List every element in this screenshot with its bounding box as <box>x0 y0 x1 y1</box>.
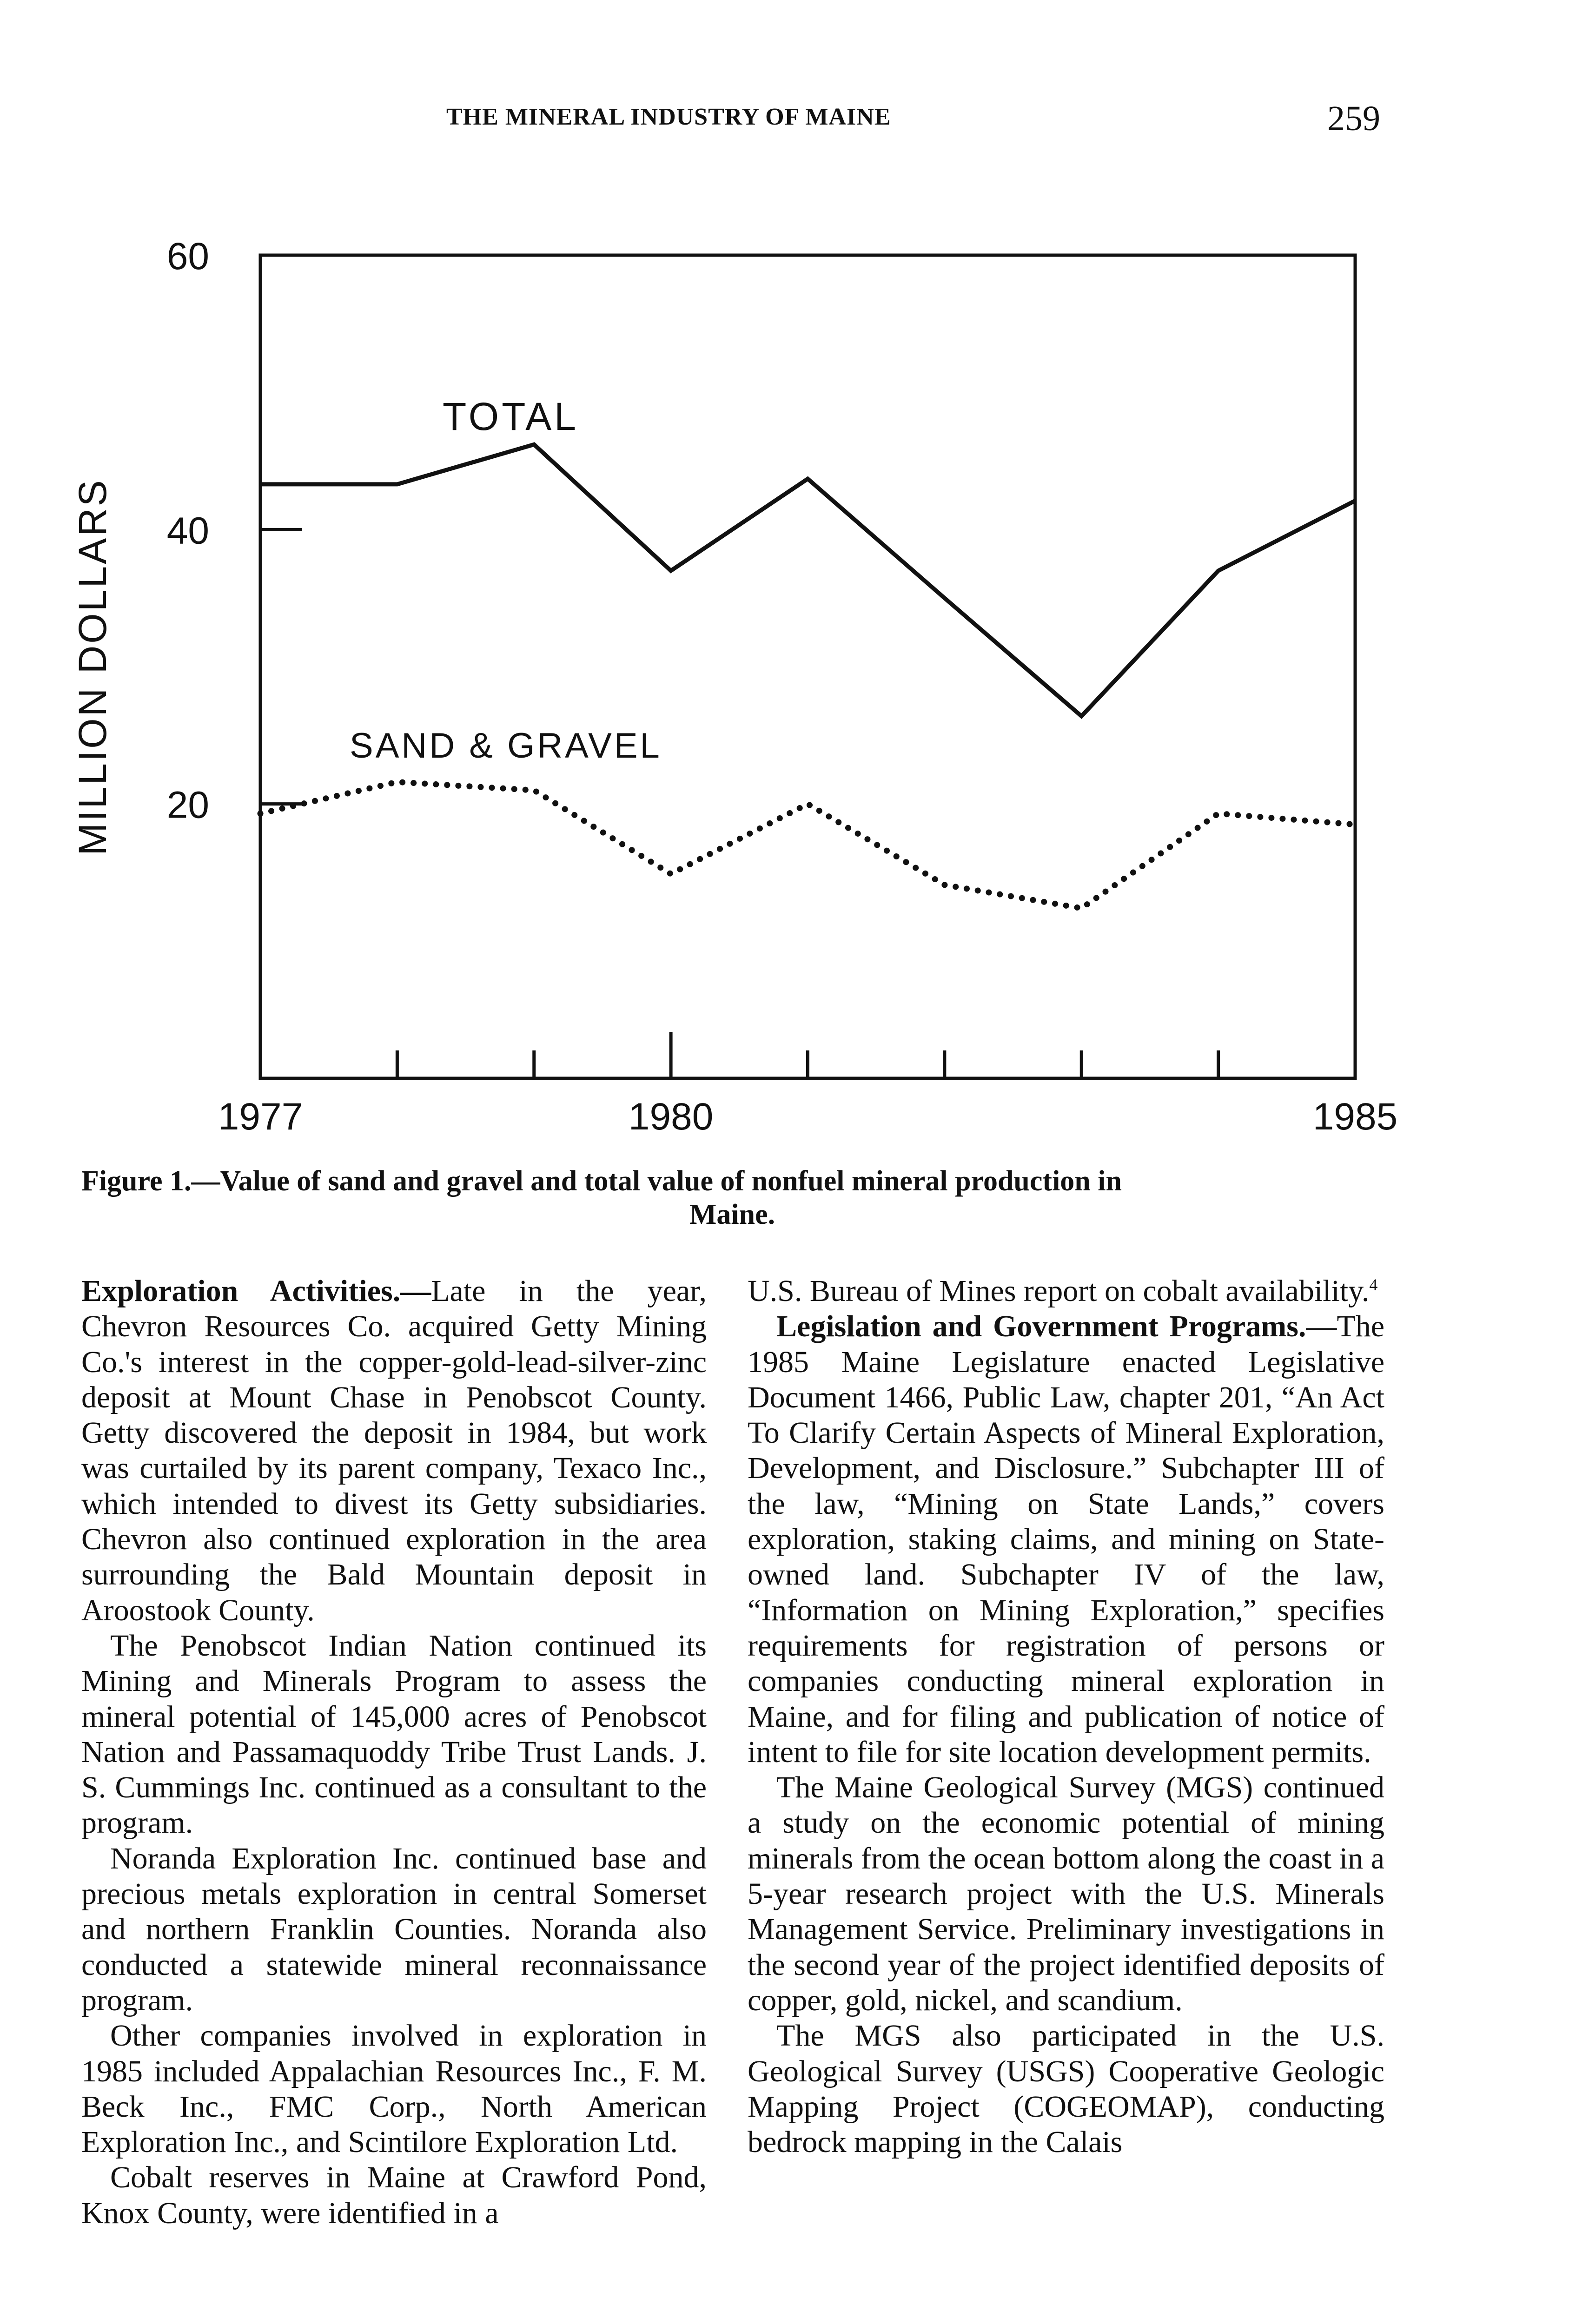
paragraph <box>81 1274 707 1628</box>
paragraph-text: Late in the year, Chevron Resources Co. acquired Getty Mining Co.'s interest in the copper-gold-lead-silver-zinc deposit at Mount Chase in Penobscot County. Getty discovered the deposit in 1984, but work was curtailed by its parent company, Texaco Inc., which intended to divest its Getty subsidiaries. Chevron also continued exploration in the area surrounding the Bald Mountain deposit in Aroostook County. <box>81 1274 707 1627</box>
page-number: 259 <box>1327 99 1380 138</box>
x-tick-label: 1985 <box>1312 1096 1398 1138</box>
paragraph: The Maine Geological Survey (MGS) continued a study on the economic potential of mining minerals from the ocean bottom along the coast in a 5-year research project with the U.S. Minerals Management Service. Preliminary investigations in the second year of the project identified deposits of copper, gold, nickel, and scandium. <box>748 1770 1384 2017</box>
section-heading: Exploration Activities.— <box>81 1274 431 1308</box>
caption-line-2: Maine. <box>689 1199 775 1230</box>
y-axis-label: MILLION DOLLARS <box>71 478 114 856</box>
x-tick-label: 1977 <box>218 1096 303 1138</box>
paragraph: Cobalt reserves in Maine at Crawford Pond, Knox County, were identified in a <box>81 2160 707 2230</box>
section-heading: Legislation and Government Programs.— <box>776 1309 1337 1344</box>
paragraph: The Penobscot Indian Nation continued its Mining and Minerals Program to assess the mineral potential of 145,000 acres of Penobscot Nation and Passamaquoddy Tribe Trust Lands. J. S. Cummings Inc. continued as a consultant to the program. <box>81 1628 707 1840</box>
series-layer <box>260 444 1356 909</box>
y-axis-ticks <box>167 235 302 826</box>
total-series-label: TOTAL <box>443 395 579 438</box>
body-left-column <box>81 1274 707 2231</box>
paragraph-text: U.S. Bureau of Mines report on cobalt availability. <box>748 1274 1370 1308</box>
body-right-column <box>748 1274 1384 2160</box>
y-tick-label: 40 <box>166 509 209 552</box>
figure-caption <box>81 1164 1383 1231</box>
y-tick-label: 20 <box>166 784 209 826</box>
footnote-marker: 4 <box>1369 1275 1378 1294</box>
sand-gravel-series-line <box>260 782 1355 908</box>
paragraph <box>748 1309 1384 1770</box>
paragraph: The MGS also participated in the U.S. Geological Survey (USGS) Cooperative Geologic Mapping Project (COGEOMAP), conducting bedrock mapping in the Calais <box>748 2019 1384 2159</box>
x-tick-label: 1980 <box>628 1096 714 1138</box>
total-series-line <box>260 444 1355 716</box>
paragraph: Other companies involved in exploration in 1985 included Appalachian Resources Inc., F. M. Beck Inc., FMC Corp., North American Exploration Inc., and Scintilore Exploration Ltd. <box>81 2019 707 2159</box>
y-tick-label: 60 <box>166 235 209 277</box>
running-head: THE MINERAL INDUSTRY OF MAINE <box>446 104 891 130</box>
paragraph <box>748 1274 1384 1309</box>
x-axis-ticks <box>218 1032 1397 1138</box>
plot-frame <box>260 255 1355 1078</box>
paragraph: Noranda Exploration Inc. continued base and precious metals exploration in central Somerset and northern Franklin Counties. Noranda also conducted a statewide mineral reconnaissance program. <box>81 1841 707 2017</box>
paragraph-text: The 1985 Maine Legislature enacted Legislative Document 1466, Public Law, chapter 201, “An Act To Clarify Certain Aspects of Mineral Exploration, Development, and Disclosure.” Subchapter III of the law, “Mining on State Lands,” covers exploration, staking claims, and mining on State-owned land. Subchapter IV of the law, “Information on Mining Exploration,” specifies requirements for registration of persons or companies conducting mineral exploration in Maine, and for filing and publication of notice of intent to file for site location development permits. <box>748 1309 1384 1769</box>
caption-line-1: Figure 1.—Value of sand and gravel and total value of nonfuel mineral production in <box>81 1165 1122 1197</box>
sand-gravel-series-label: SAND & GRAVEL <box>350 726 662 766</box>
line-chart <box>0 0 1589 1153</box>
